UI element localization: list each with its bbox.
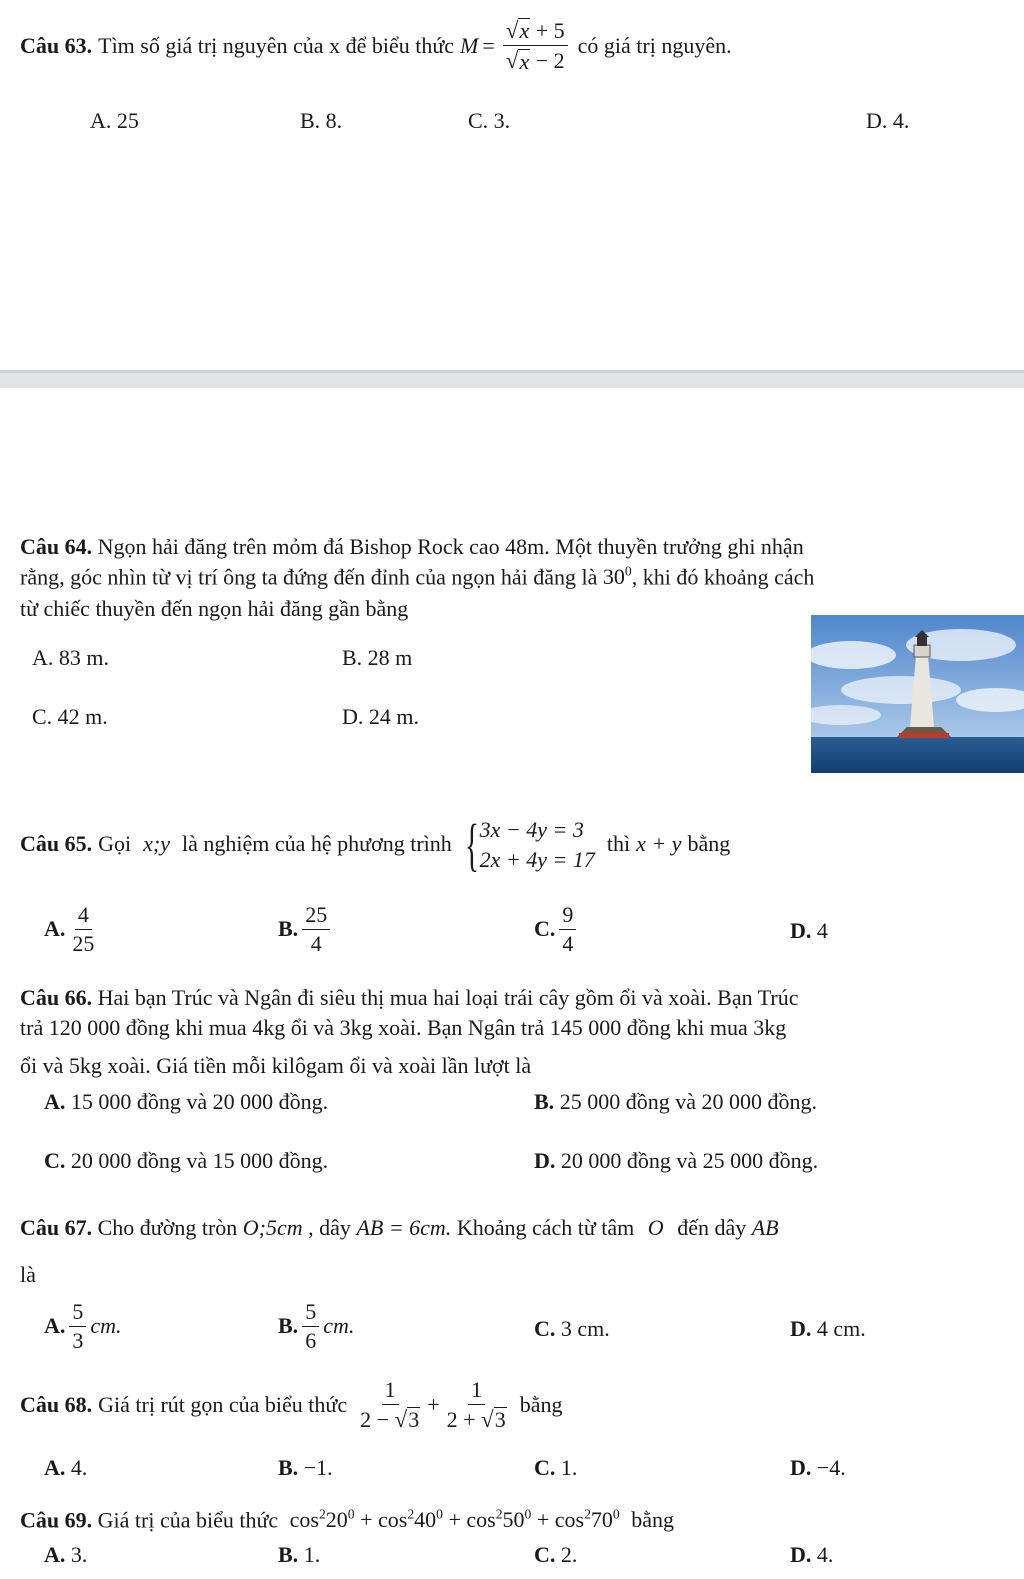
q64-line3: từ chiếc thuyền đến ngọn hải đăng gần bằng <box>20 596 409 621</box>
q63-label: Câu 63. <box>20 32 93 58</box>
q68-label: Câu 68. <box>20 1392 93 1418</box>
q63-line <box>20 18 732 74</box>
q65-option-d[interactable]: D. 4 <box>790 918 828 943</box>
q66-option-c[interactable]: C. 20 000 đồng và 15 000 đồng. <box>44 1148 329 1173</box>
q63-equals: = <box>482 32 495 58</box>
q65-option-a[interactable]: A. $\frac{4}{25}$ <box>44 902 95 957</box>
page-divider <box>0 370 1024 388</box>
q68-fraction-2: 1 2 + √ 3 <box>446 1377 506 1433</box>
q65-vars: x;y <box>143 831 170 857</box>
q64-option-b[interactable]: B. 28 m <box>342 645 413 670</box>
q65-sum: x + y <box>636 831 682 857</box>
q69-option-c[interactable]: C. 2. <box>534 1542 578 1567</box>
q68-option-b[interactable]: B. −1. <box>278 1455 333 1480</box>
q66-option-a[interactable]: A. 15 000 đồng và 20 000 đồng. <box>44 1089 329 1114</box>
q65-option-b[interactable]: B. $\frac{25}{4}$ <box>278 903 334 956</box>
q65-option-c[interactable]: C. $\frac{9}{4}$ <box>534 903 580 956</box>
q69-expression: $\cos^220^0 + \cos^240^0 + \cos^250^0 + \cos^270^0$ <box>289 1507 620 1533</box>
q69-line: Câu 69. Giá trị của biểu thức $\cos^220^0 + \cos^240^0 + \cos^250^0 + \cos^270^0$ bằng <box>20 1507 674 1533</box>
q67-option-c[interactable]: C. 3 cm. <box>534 1316 610 1341</box>
q68-line: Câu 68. Giá trị rút gọn của biểu thức 1 2 − √ 3 + 1 2 + √ 3 bằng <box>20 1377 563 1433</box>
q65-line: Câu 65. Gọi x;y là nghiệm của hệ phương trình { 3x − 4y = 3 2x + 4y = 17 thì x + y bằng <box>20 811 731 877</box>
q68-option-a[interactable]: A. 4. <box>44 1455 88 1480</box>
q66-option-b[interactable]: B. 25 000 đồng và 20 000 đồng. <box>534 1089 817 1114</box>
q66-option-d[interactable]: D. 20 000 đồng và 25 000 đồng. <box>534 1148 819 1173</box>
q67-label: Câu 67. <box>20 1215 93 1240</box>
q64-line1: Câu 64. Ngọn hải đăng trên mỏm đá Bishop Rock cao 48m. Một thuyền trưởng ghi nhận <box>20 534 804 559</box>
q68-option-c[interactable]: C. 1. <box>534 1455 578 1480</box>
q65-system: { 3x − 4y = 3 2x + 4y = 17 <box>464 811 595 877</box>
q67-circle: O;5cm <box>242 1215 303 1240</box>
q63-option-b[interactable]: B. 8. <box>300 108 343 133</box>
q69-option-a[interactable]: A. 3. <box>44 1542 88 1567</box>
q63-option-a[interactable]: A. 25 <box>90 108 139 133</box>
q64-option-d[interactable]: D. 24 m. <box>342 704 419 729</box>
q64-angle: $30^0$ <box>602 564 632 590</box>
q63-denominator: √ x − 2 <box>505 47 565 74</box>
q65-eq1: 3x − 4y = 3 <box>479 817 584 842</box>
q69-option-b[interactable]: B. 1. <box>278 1542 321 1567</box>
q66-line3: ổi và 5kg xoài. Giá tiền mỗi kilôgam ổi và xoài lần lượt là <box>20 1053 532 1078</box>
q64-option-c[interactable]: C. 42 m. <box>32 704 108 729</box>
q63-expr-var: M <box>460 32 479 58</box>
q69-option-d[interactable]: D. 4. <box>790 1542 834 1567</box>
q67-option-a[interactable]: A. $\frac{5}{3}$ cm. <box>44 1299 122 1354</box>
q67-line2: là <box>20 1262 36 1287</box>
q66-line1: Câu 66. Hai bạn Trúc và Ngân đi siêu thị mua hai loại trái cây gồm ổi và xoài. Bạn Trúc <box>20 985 799 1010</box>
q64-line2: rằng, góc nhìn từ vị trí ông ta đứng đến đỉnh của ngọn hải đăng là $30^0$, khi đó khoảng cách <box>20 564 815 590</box>
q67-option-d[interactable]: D. 4 cm. <box>790 1316 866 1341</box>
q64-option-a[interactable]: A. 83 m. <box>32 645 109 670</box>
lighthouse-photo <box>811 615 1024 773</box>
q65-eq2: 2x + 4y = 17 <box>479 846 595 872</box>
q64-label: Câu 64. <box>20 534 93 559</box>
q67-chord: AB = 6cm. <box>356 1215 452 1240</box>
q63-text-after: có giá trị nguyên. <box>577 32 732 58</box>
q63-option-d[interactable]: D. 4. <box>866 108 910 133</box>
q65-label: Câu 65. <box>20 831 93 857</box>
q63-numerator: √ x + 5 <box>503 18 568 46</box>
q69-label: Câu 69. <box>20 1507 93 1533</box>
q67-line1: Câu 67. Cho đường tròn O;5cm , dây AB = 6cm. Khoảng cách từ tâm O đến dây AB <box>20 1215 779 1240</box>
q63-option-c[interactable]: C. 3. <box>468 108 511 133</box>
q63-text: Tìm số giá trị nguyên của x để biểu thức <box>98 32 455 58</box>
q66-line2: trả 120 000 đồng khi mua 4kg ổi và 3kg xoài. Bạn Ngân trả 145 000 đồng khi mua 3kg <box>20 1015 787 1040</box>
q67-option-b[interactable]: B. $\frac{5}{6}$ cm. <box>278 1299 355 1354</box>
q68-option-d[interactable]: D. −4. <box>790 1455 846 1480</box>
q66-label: Câu 66. <box>20 985 93 1010</box>
q63-fraction <box>503 18 568 74</box>
q68-fraction-1: 1 2 − √ 3 <box>360 1377 420 1433</box>
